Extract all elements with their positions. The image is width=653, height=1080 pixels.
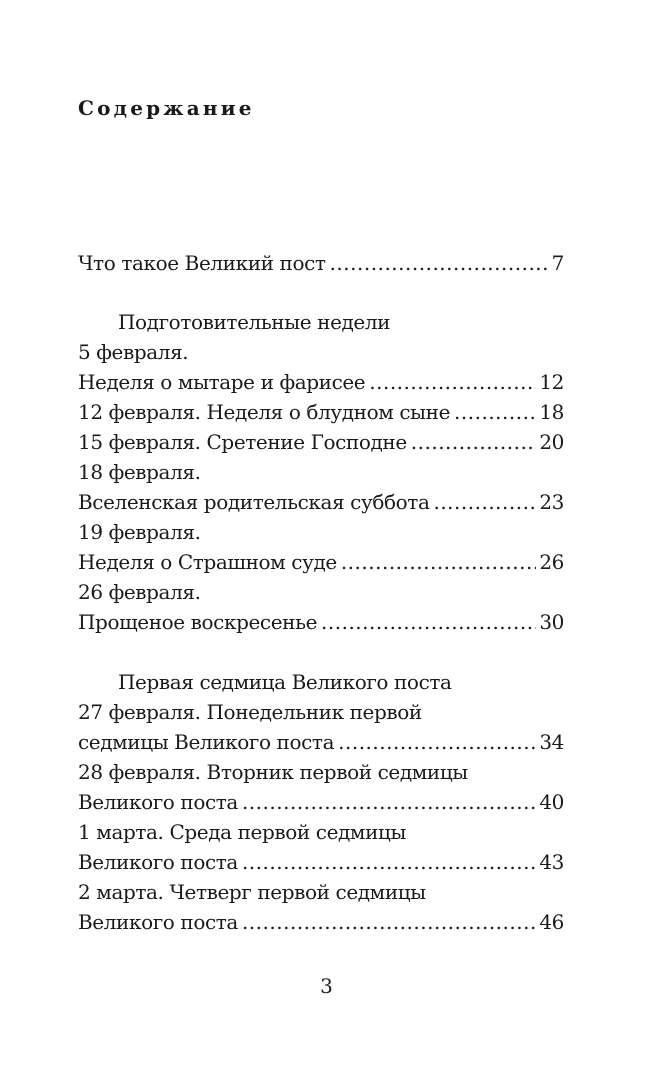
dot-leader — [341, 547, 537, 577]
dot-leader — [411, 427, 537, 457]
toc-entry-text: Неделя о мытаре и фарисее — [78, 370, 366, 394]
toc-entry-text: Великого поста — [78, 850, 238, 874]
toc-entry — [78, 907, 564, 937]
toc-line: 1 марта. Среда первой седмицы — [78, 820, 406, 844]
toc-line: 19 февраля. — [78, 520, 201, 544]
toc-page-number: 23 — [539, 490, 564, 514]
toc-line: 27 февраля. Понедельник первой — [78, 700, 422, 724]
toc-entry — [78, 727, 564, 757]
toc-entry-text: Прощеное воскресенье — [78, 610, 318, 634]
page-number: 3 — [320, 974, 333, 998]
toc-entry-text: Великого поста — [78, 910, 238, 934]
dot-leader — [369, 367, 536, 397]
dot-leader — [330, 248, 549, 278]
section-heading-first-week: Первая седмица Великого поста — [118, 670, 452, 694]
toc-line: 2 марта. Четверг первой седмицы — [78, 880, 426, 904]
dot-leader — [242, 907, 536, 937]
dot-leader — [242, 787, 536, 817]
toc-page-number: 12 — [539, 370, 564, 394]
toc-page-number: 20 — [539, 430, 564, 454]
toc-line: 26 февраля. — [78, 580, 201, 604]
toc-entry — [78, 367, 564, 397]
dot-leader — [338, 727, 536, 757]
toc-page-number: 40 — [539, 790, 564, 814]
toc-page-number: 46 — [539, 910, 564, 934]
contents-title: Содержание — [78, 96, 255, 120]
toc-entry-text: 12 февраля. Неделя о блудном сыне — [78, 400, 451, 424]
toc-entry — [78, 547, 564, 577]
toc-line: 5 февраля. — [78, 340, 189, 364]
toc-page-number: 18 — [539, 400, 564, 424]
toc-entry-text: Вселенская родительская суббота — [78, 490, 430, 514]
toc-entry-text: Великого поста — [78, 790, 238, 814]
dot-leader — [433, 487, 536, 517]
toc-page-number: 43 — [539, 850, 564, 874]
toc-line: 28 февраля. Вторник первой седмицы — [78, 760, 468, 784]
toc-entry-text: Что такое Великий пост — [78, 251, 326, 275]
toc-entry-text: Неделя о Страшном суде — [78, 550, 337, 574]
toc-entry-text: 15 февраля. Сретение Господне — [78, 430, 407, 454]
toc-entry — [78, 607, 564, 637]
toc-entry — [78, 787, 564, 817]
toc-page-number: 30 — [539, 610, 564, 634]
toc-entry-text: седмицы Великого поста — [78, 730, 335, 754]
dot-leader — [242, 847, 536, 877]
toc-entry-intro — [78, 248, 564, 278]
toc-entry — [78, 397, 564, 427]
toc-entry — [78, 427, 564, 457]
dot-leader — [321, 607, 536, 637]
toc-page-number: 34 — [539, 730, 564, 754]
toc-line: 18 февраля. — [78, 460, 201, 484]
toc-entry — [78, 847, 564, 877]
dot-leader — [454, 397, 536, 427]
toc-page-number: 26 — [539, 550, 564, 574]
section-heading-preparatory-weeks: Подготовительные недели — [118, 310, 391, 334]
toc-page-number: 7 — [551, 251, 564, 275]
toc-entry — [78, 487, 564, 517]
